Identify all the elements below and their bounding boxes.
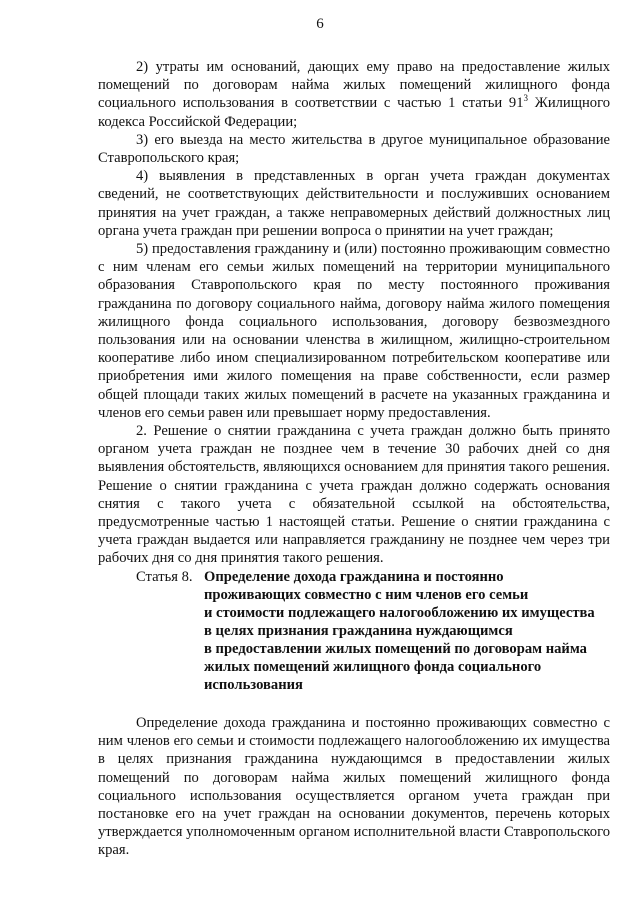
- article-title-line: использования: [204, 677, 303, 693]
- paragraph-housing-provided: 5) предоставления гражданину и (или) постоянно проживающим совместно с ним членам его семьи жилых помещений на территории муниципального образования Ставропольского края по месту постоянного проживания гражданина по договору социального найма, договору найма жилого помещения жилищного фонда социального использования, договору безвозмездного пользования или на основании членства в жилищном, жилищно-строительном кооперативе либо ином специализированном потребительском кооперативе или приобретения ими жилого помещения на праве собственности, если размер общей площади таких жилых помещений в расчете на указанных гражданина и членов его семьи равен или превышает норму предоставления.: [98, 241, 610, 421]
- article-heading: [136, 568, 616, 694]
- superscript-index: 3: [523, 93, 529, 104]
- article-title-line: проживающих совместно с ним членов его семьи: [204, 587, 529, 603]
- article-label: Статья 8.: [136, 569, 193, 585]
- body-text-top: [98, 58, 610, 568]
- article-title: [204, 568, 616, 694]
- paragraph-false-information: 4) выявления в представленных в орган учета граждан документах сведений, не соответствующих действительности и послуживших основанием принятия на учет граждан, а также неправомерных действий должностных лиц органа учета граждан при решении вопроса о принятии на учет граждан;: [98, 168, 610, 239]
- article-title-line: в предоставлении жилых помещений по договорам найма: [204, 641, 587, 657]
- paragraph-relocation: 3) его выезда на место жительства в другое муниципальное образование Ставропольского края;: [98, 131, 610, 167]
- paragraph-loss-of-grounds: [98, 58, 610, 131]
- paragraph-removal-decision: 2. Решение о снятии гражданина с учета граждан должно быть принято органом учета граждан не позднее чем в течение 30 рабочих дней со дня выявления обстоятельств, являющихся основанием для принятия такого решения. Решение о снятии гражданина с учета граждан должно содержать основания снятия с такого учета с обязательной ссылкой на обстоятельства, предусмотренные частью 1 настоящей статьи. Решение о снятии гражданина с учета граждан выдается или направляется гражданину не позднее чем через три рабочих дня со дня принятия такого решения.: [98, 423, 610, 567]
- page-number: 6: [316, 16, 324, 32]
- article-title-line: в целях признания гражданина нуждающимся: [204, 623, 513, 639]
- article-title-line: Определение дохода гражданина и постоянно: [204, 569, 504, 585]
- article-title-line: и стоимости подлежащего налогообложению их имущества: [204, 605, 595, 621]
- paragraph-text: Жилищного кодекса Российской Федерации;: [98, 95, 611, 130]
- body-text-bottom: [98, 714, 610, 860]
- paragraph-text: 2) утраты им оснований, дающих ему право на предоставление жилых помещений по договорам найма жилых помещений жилищного фонда социального использования в соответствии с частью 1 статьи 91: [98, 59, 610, 112]
- article-title-line: жилых помещений жилищного фонда социального: [204, 659, 542, 675]
- paragraph-income-determination: Определение дохода гражданина и постоянно проживающих совместно с ним членов его семьи и стоимости подлежащего налогообложению их имущества в целях признания гражданина нуждающимся в предоставлении жилых помещений по договорам найма жилых помещений жилищного фонда социального использования осуществляется органом учета граждан при постановке его на учет граждан на основании документов, перечень которых утверждается уполномоченным органом исполнительной власти Ставропольского края.: [98, 715, 610, 859]
